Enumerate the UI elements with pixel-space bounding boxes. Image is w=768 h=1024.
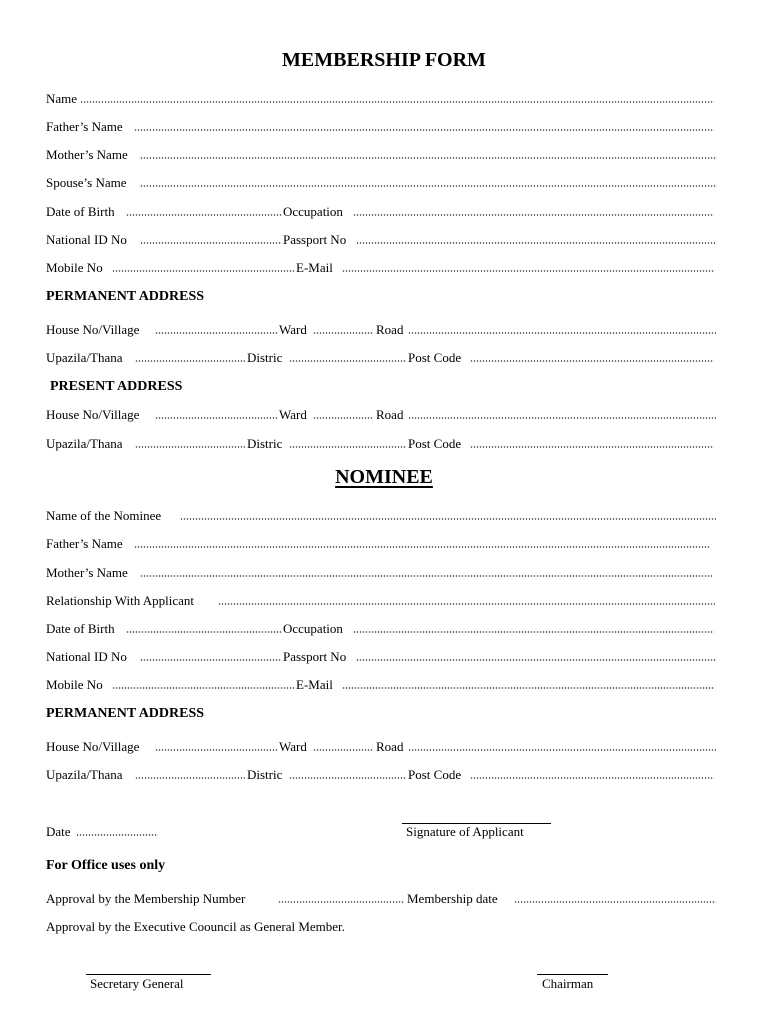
label-district: Distric xyxy=(247,350,283,365)
label-chairman: Chairman xyxy=(542,976,594,991)
field-nominee-road[interactable] xyxy=(408,749,716,751)
field-nominee-passport[interactable] xyxy=(356,659,716,661)
field-nominee-upazila-thana[interactable] xyxy=(135,777,245,779)
field-nominee-district[interactable] xyxy=(289,777,407,779)
label-nominee-upazila-thana: Upazila/Thana xyxy=(46,767,123,782)
label-nominee-road: Road xyxy=(376,739,404,754)
label-email: E-Mail xyxy=(296,260,333,275)
field-nominee-email[interactable] xyxy=(342,687,715,689)
label-district: Distric xyxy=(247,436,283,451)
label-nominee-mobile: Mobile No xyxy=(46,677,103,692)
section-heading-office-use: For Office uses only xyxy=(46,858,166,873)
field-nominee-mobile[interactable] xyxy=(112,687,295,689)
field-name[interactable] xyxy=(80,101,714,103)
field-post-code[interactable] xyxy=(470,360,714,362)
label-nominee-house-village: House No/Village xyxy=(46,739,140,754)
label-national-id: National ID No xyxy=(46,232,127,247)
field-occupation[interactable] xyxy=(353,214,714,216)
label-secretary-general: Secretary General xyxy=(90,976,184,991)
label-upazila-thana: Upazila/Thana xyxy=(46,350,123,365)
field-nominee-ward[interactable] xyxy=(313,749,373,751)
field-national-id[interactable] xyxy=(140,242,282,244)
nominee-heading xyxy=(0,464,768,490)
label-post-code: Post Code xyxy=(408,350,462,365)
label-nominee-ward: Ward xyxy=(279,739,307,754)
field-email[interactable] xyxy=(342,270,715,272)
label-nominee-district: Distric xyxy=(247,767,283,782)
field-nominee-post-code[interactable] xyxy=(470,777,714,779)
field-nominee-date-of-birth[interactable] xyxy=(126,631,282,633)
field-nominee-mother-name[interactable] xyxy=(140,575,712,577)
label-mother-name: Mother’s Name xyxy=(46,147,128,162)
field-nominee-name[interactable] xyxy=(180,518,716,520)
label-nominee-email: E-Mail xyxy=(296,677,333,692)
field-nominee-national-id[interactable] xyxy=(140,659,282,661)
label-ward: Ward xyxy=(279,407,307,422)
field-road[interactable] xyxy=(408,417,716,419)
field-ward[interactable] xyxy=(313,417,373,419)
label-nominee-national-id: National ID No xyxy=(46,649,127,664)
label-nominee-father-name: Father’s Name xyxy=(46,536,123,551)
section-heading-nominee-permanent-address: PERMANENT ADDRESS xyxy=(46,706,205,721)
field-nominee-father-name[interactable] xyxy=(134,546,710,548)
label-nominee-mother-name: Mother’s Name xyxy=(46,565,128,580)
field-mobile[interactable] xyxy=(112,270,295,272)
field-post-code[interactable] xyxy=(470,446,714,448)
form-title: MEMBERSHIP FORM xyxy=(282,49,486,71)
label-nominee-post-code: Post Code xyxy=(408,767,462,782)
field-passport[interactable] xyxy=(356,242,716,244)
label-spouse-name: Spouse’s Name xyxy=(46,175,127,190)
label-road: Road xyxy=(376,322,404,337)
label-membership-date: Membership date xyxy=(407,891,498,906)
field-nominee-house-village[interactable] xyxy=(155,749,278,751)
label-upazila-thana: Upazila/Thana xyxy=(46,436,123,451)
label-passport: Passport No xyxy=(283,232,347,247)
nominee-heading-text: NOMINEE xyxy=(335,466,433,488)
label-date: Date xyxy=(46,824,71,839)
signature-line-chairman[interactable] xyxy=(537,974,608,975)
label-mobile: Mobile No xyxy=(46,260,103,275)
label-nominee-name: Name of the Nominee xyxy=(46,508,162,523)
field-road[interactable] xyxy=(408,332,716,334)
label-post-code: Post Code xyxy=(408,436,462,451)
field-upazila-thana[interactable] xyxy=(135,360,245,362)
label-date-of-birth: Date of Birth xyxy=(46,204,115,219)
field-mother-name[interactable] xyxy=(140,157,716,159)
field-house-village[interactable] xyxy=(155,332,278,334)
field-membership-number[interactable] xyxy=(278,901,404,903)
label-house-village: House No/Village xyxy=(46,322,140,337)
label-name: Name xyxy=(46,91,78,106)
label-nominee-passport: Passport No xyxy=(283,649,347,664)
field-nominee-occupation[interactable] xyxy=(353,631,714,633)
field-district[interactable] xyxy=(289,446,407,448)
text-approval-executive-council: Approval by the Executive Coouncil as General Member. xyxy=(46,919,345,934)
label-occupation: Occupation xyxy=(283,204,343,219)
field-membership-date[interactable] xyxy=(514,901,716,903)
field-relationship[interactable] xyxy=(218,603,715,605)
field-house-village[interactable] xyxy=(155,417,278,419)
signature-line-secretary[interactable] xyxy=(86,974,211,975)
field-date[interactable] xyxy=(76,834,158,836)
field-district[interactable] xyxy=(289,360,407,362)
section-heading-present-address: PRESENT ADDRESS xyxy=(50,379,183,394)
field-father-name[interactable] xyxy=(134,129,714,131)
label-relationship: Relationship With Applicant xyxy=(46,593,195,608)
field-upazila-thana[interactable] xyxy=(135,446,245,448)
field-spouse-name[interactable] xyxy=(140,185,716,187)
label-father-name: Father’s Name xyxy=(46,119,123,134)
label-ward: Ward xyxy=(279,322,307,337)
label-signature-applicant: Signature of Applicant xyxy=(406,824,524,839)
label-road: Road xyxy=(376,407,404,422)
label-house-village: House No/Village xyxy=(46,407,140,422)
label-nominee-date-of-birth: Date of Birth xyxy=(46,621,115,636)
label-nominee-occupation: Occupation xyxy=(283,621,343,636)
section-heading-permanent-address: PERMANENT ADDRESS xyxy=(46,289,205,304)
label-approval-membership-number: Approval by the Membership Number xyxy=(46,891,246,906)
field-ward[interactable] xyxy=(313,332,373,334)
field-date-of-birth[interactable] xyxy=(126,214,282,216)
